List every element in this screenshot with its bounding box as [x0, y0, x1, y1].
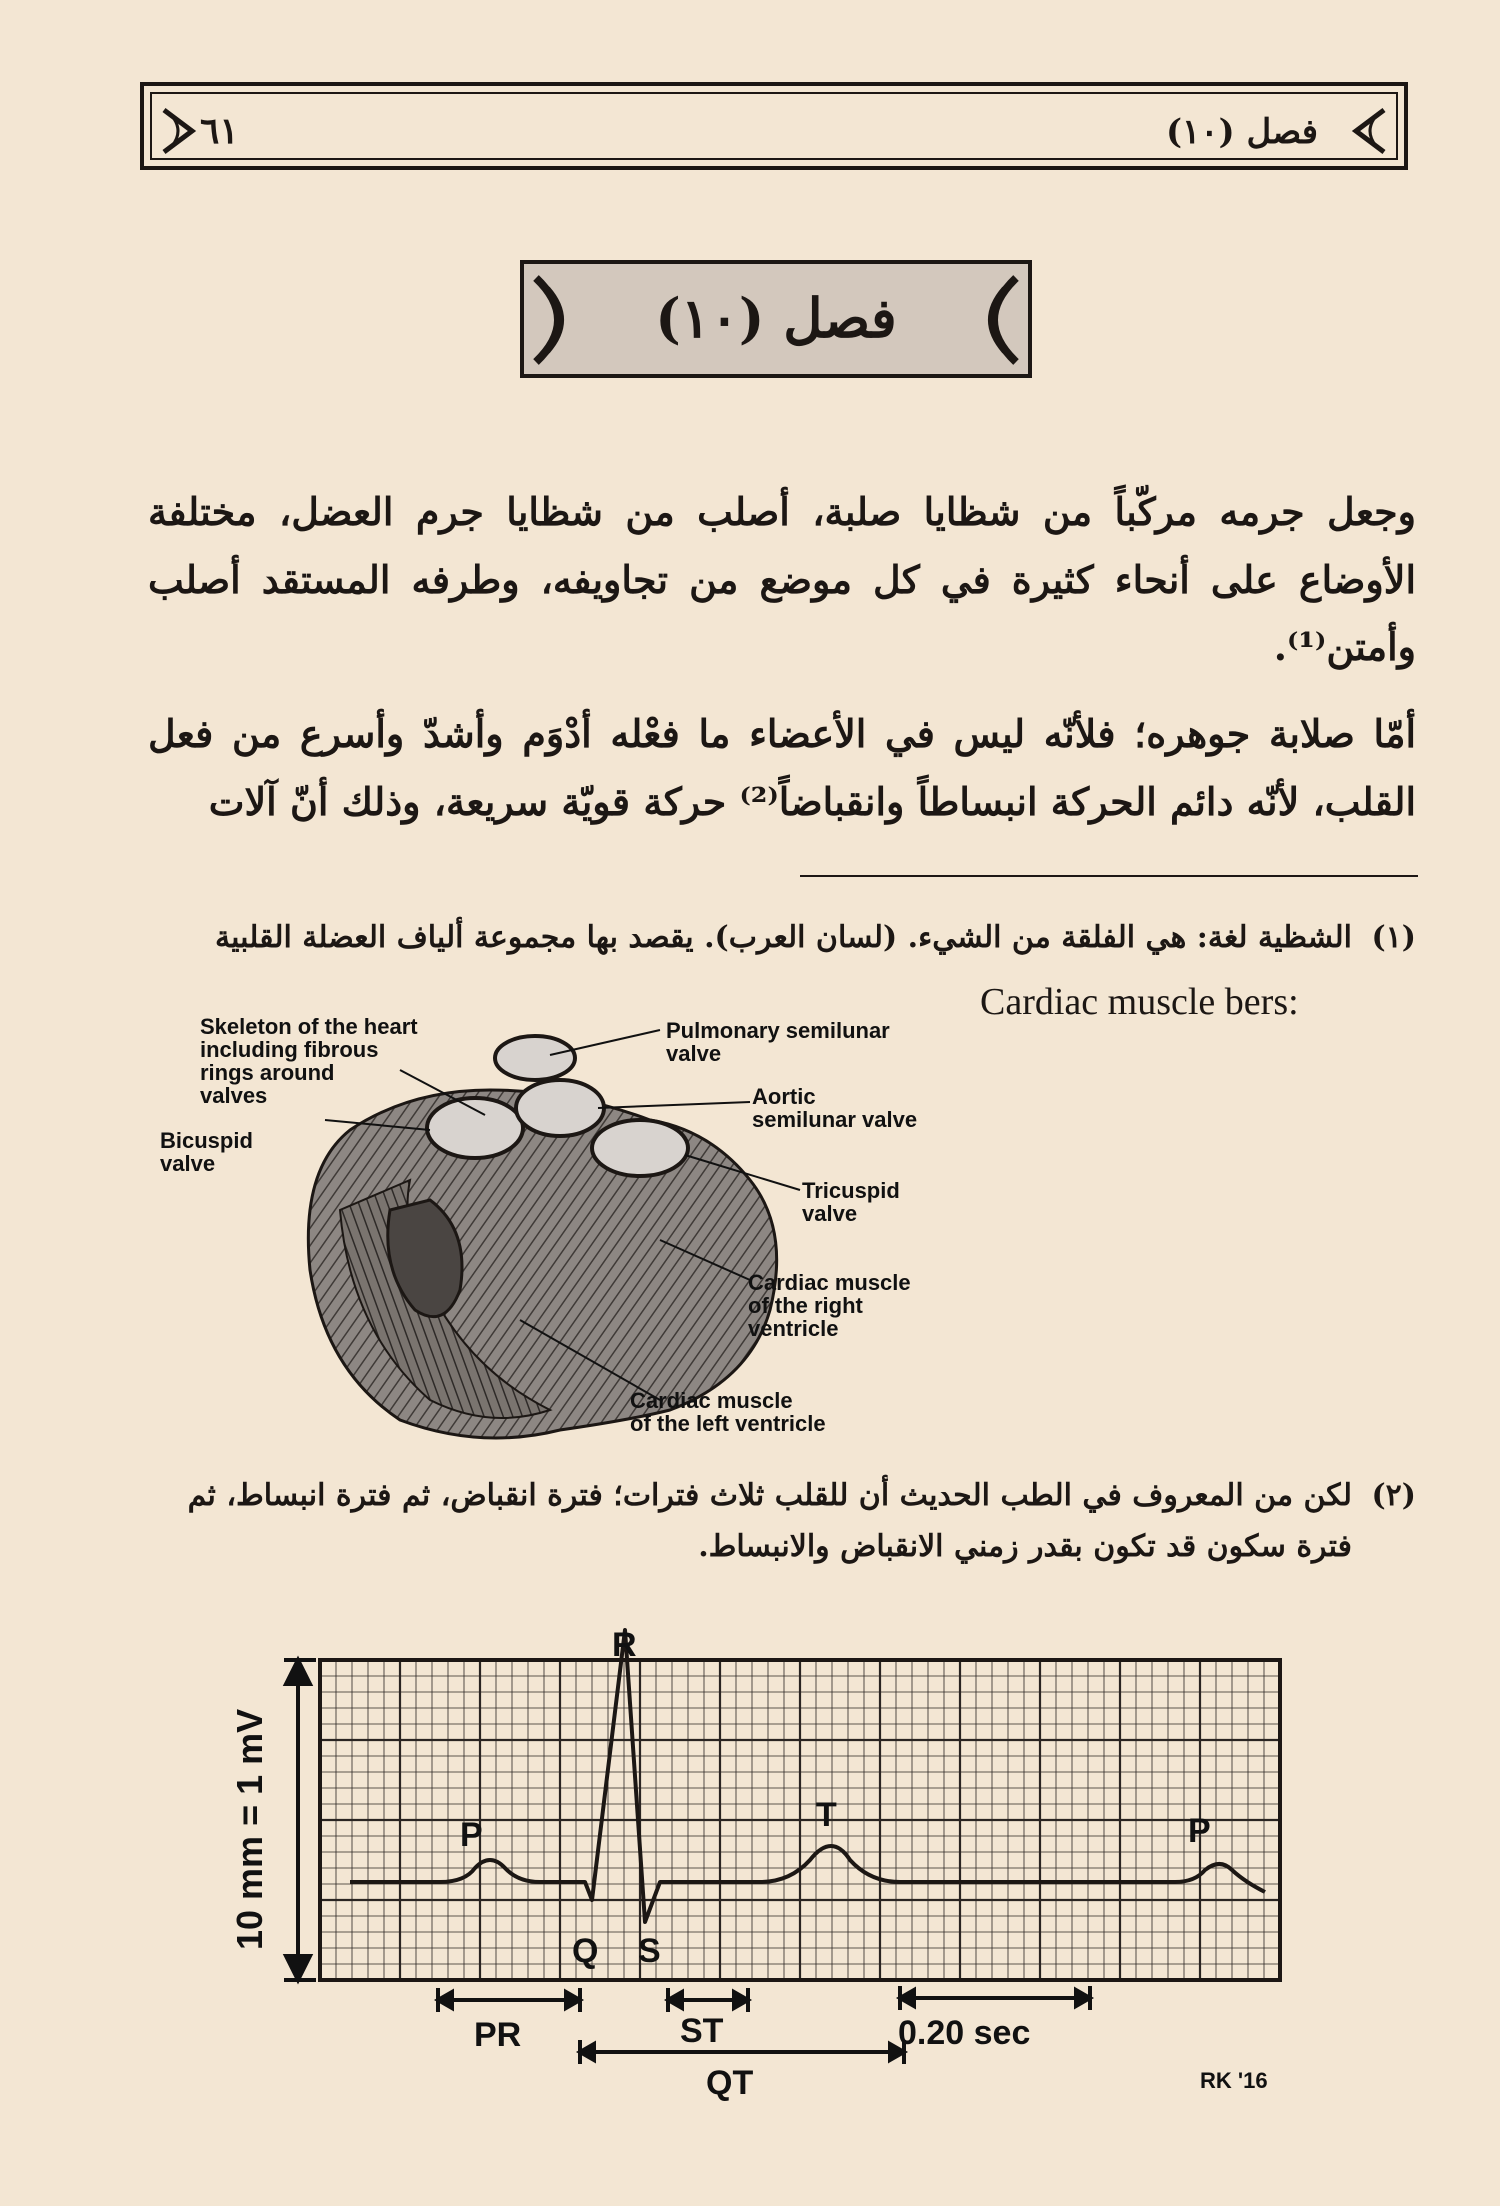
footnote-text: لكن من المعروف في الطب الحديث أن للقلب ثلاث فترات؛ فترة انقباض، ثم فترة انبساط، ثم فترة سكون قد تكون بقدر زمني الانقباض والانبساط.	[187, 1478, 1352, 1564]
heart-diagram	[160, 1010, 970, 1450]
ornament-icon	[532, 274, 598, 366]
voltage-scale-arrow	[284, 1660, 316, 1980]
wave-label-p2: P	[1188, 1812, 1211, 1850]
footnote-number: (١)	[1371, 920, 1416, 955]
wave-label-r: R	[612, 1626, 637, 1664]
footnote-number: (٢)	[1371, 1478, 1416, 1513]
wave-label-p: P	[460, 1816, 483, 1854]
label-aortic-valve: Aortic semilunar valve	[752, 1084, 918, 1132]
interval-label-pr: PR	[474, 2016, 522, 2054]
wave-label-t: T	[816, 1796, 837, 1834]
pulmonary-valve-ring	[495, 1036, 575, 1080]
label-right-ventricle-muscle: Cardiac muscle of the right ventricle	[748, 1270, 911, 1341]
footnote-1	[132, 912, 1416, 963]
figure-caption: Cardiac muscle bers:	[980, 981, 1299, 1023]
interval-label-qt: QT	[706, 2064, 754, 2102]
label-tricuspid-valve: Tricuspid valve	[802, 1178, 900, 1226]
wave-label-s: S	[638, 1932, 661, 1970]
label-bicuspid-valve: Bicuspid valve	[160, 1128, 253, 1176]
interval-label-st: ST	[680, 2012, 724, 2050]
chapter-title-box	[520, 260, 1032, 378]
page-number: ٦١	[200, 110, 239, 152]
bicuspid-valve-ring	[427, 1098, 523, 1158]
wave-label-q: Q	[572, 1932, 599, 1970]
label-skeleton-of-heart: Skeleton of the heart including fibrous rings around valves	[200, 1014, 418, 1108]
paragraph-1: وجعل جرمه مركّباً من شظايا صلبة، أصلب من شظايا جرم العضل، مختلفة الأوضاع على أنحاء كثيرة في كل موضع من تجاويفه، وطرفه المستقد أصلب وأمتن⁽¹⁾.	[148, 489, 1416, 670]
ornament-icon	[1350, 108, 1386, 154]
tricuspid-valve-ring	[592, 1120, 688, 1176]
aortic-valve-ring	[516, 1080, 604, 1136]
voltage-scale-label: 10 mm = 1 mV	[229, 1708, 270, 1950]
chapter-title: فصل (١٠)	[655, 286, 897, 350]
label-left-ventricle-muscle: Cardiac muscle of the left ventricle	[630, 1388, 826, 1436]
interval-label-time: 0.20 sec	[898, 2014, 1031, 2052]
ornament-icon	[162, 108, 198, 154]
footnote-2	[132, 1470, 1416, 1572]
header-chapter-title: فصل (١٠)	[1165, 112, 1318, 152]
footnote-separator	[800, 875, 1418, 877]
footnote-text: الشظية لغة: هي الفلقة من الشيء. (لسان العرب). يقصد بها مجموعة ألياف العضلة القلبية	[215, 920, 1352, 955]
ecg-diagram	[220, 1620, 1320, 2100]
header-inner-frame	[150, 92, 1398, 160]
page-header	[140, 82, 1408, 170]
ecg-credit: RK '16	[1200, 2068, 1268, 2093]
label-pulmonary-valve: Pulmonary semilunar valve	[666, 1018, 890, 1066]
ecg-waveform	[350, 1630, 1265, 1922]
paragraph-2: أمّا صلابة جوهره؛ فلأنّه ليس في الأعضاء ما فعْله أدْوَم وأشدّ وأسرع من فعل القلب، لأنّه دائم الحركة انبساطاً وانقباضاً⁽²⁾ حركة قويّة سريعة، وذلك أنّ آلات	[148, 711, 1416, 824]
